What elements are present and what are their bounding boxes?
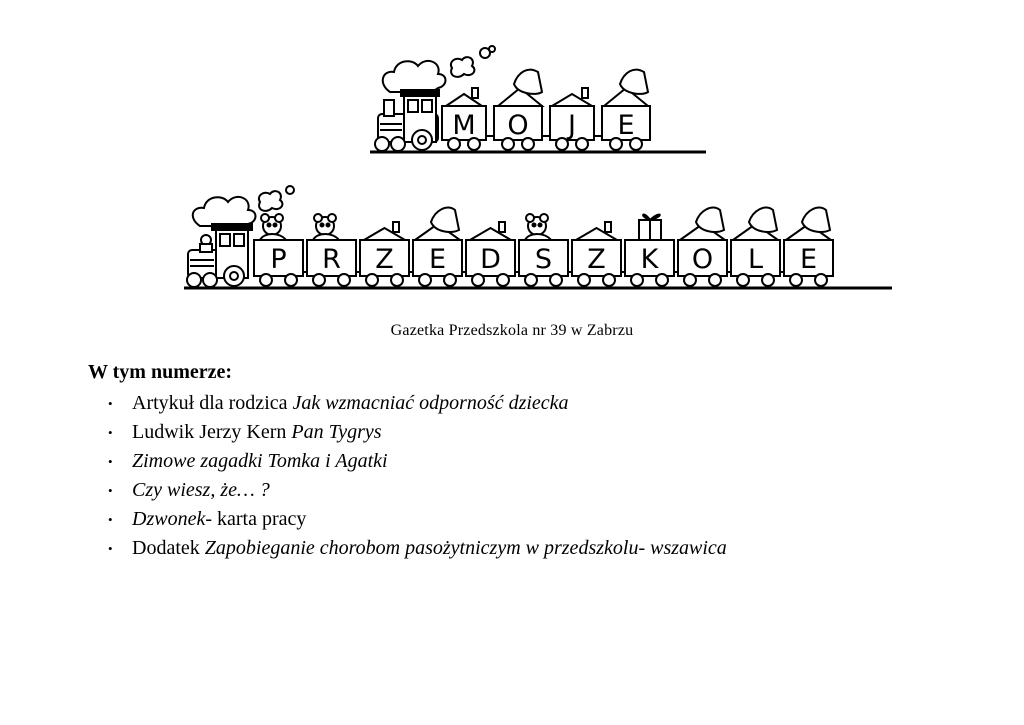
logo-letter: O [507, 110, 529, 141]
toc-item [108, 418, 727, 447]
bullet-icon: • [108, 396, 113, 411]
logo-letter: P [270, 244, 287, 275]
bullet-icon: • [108, 425, 113, 440]
toc-item-text: Ludwik Jerzy Kern [132, 421, 292, 443]
logo-letter: S [534, 244, 553, 275]
logo-letter: O [691, 244, 714, 275]
logo-letter: E [617, 110, 635, 141]
logo-letter: E [799, 244, 818, 275]
logo-letter: Z [375, 244, 394, 275]
logo-letter: D [480, 244, 501, 275]
bullet-icon: • [108, 541, 113, 556]
toc-list [108, 389, 727, 563]
toc-item [108, 447, 727, 476]
toc-item-title: Dzwonek [132, 508, 206, 530]
toc-item [108, 505, 727, 534]
logo-letter: K [640, 244, 659, 275]
logo-letter: J [568, 110, 576, 141]
toc-item [108, 476, 727, 505]
toc-item-text: Dodatek [132, 537, 205, 559]
logo-letter: M [452, 110, 476, 141]
logo-letter: E [428, 244, 447, 275]
toc-item-title: Jak wzmacniać odporność dziecka [292, 392, 569, 414]
newsletter-subtitle: Gazetka Przedszkola nr 39 w Zabrzu [390, 322, 634, 339]
toc-item-suffix: - karta pracy [205, 508, 307, 530]
train-logo-moje [368, 44, 713, 162]
logo-letter: Z [587, 244, 606, 275]
bullet-icon: • [108, 483, 113, 498]
toc-item [108, 389, 727, 418]
toc-item-text: Artykuł dla rodzica [132, 392, 293, 414]
smoke-cloud [383, 61, 446, 94]
smoke-puff [259, 191, 283, 211]
toc-item [108, 534, 727, 563]
smoke-puff [451, 57, 475, 77]
toc-item-title: Zimowe zagadki Tomka i Agatki [132, 450, 388, 472]
bullet-icon: • [108, 454, 113, 469]
smoke-puff-small [286, 186, 294, 194]
toc-heading: W tym numerze: [88, 361, 233, 383]
toc-item-title: Zapobieganie chorobom pasożytniczym w przedszkolu- wszawica [204, 537, 727, 559]
logo-letter: L [747, 244, 764, 275]
logo-letter: R [322, 244, 341, 275]
toc-item-title: Pan Tygrys [291, 421, 382, 443]
bullet-icon: • [108, 512, 113, 527]
train-logo-przedszkole [180, 184, 895, 296]
toc-item-title: Czy wiesz, że… ? [132, 479, 270, 501]
